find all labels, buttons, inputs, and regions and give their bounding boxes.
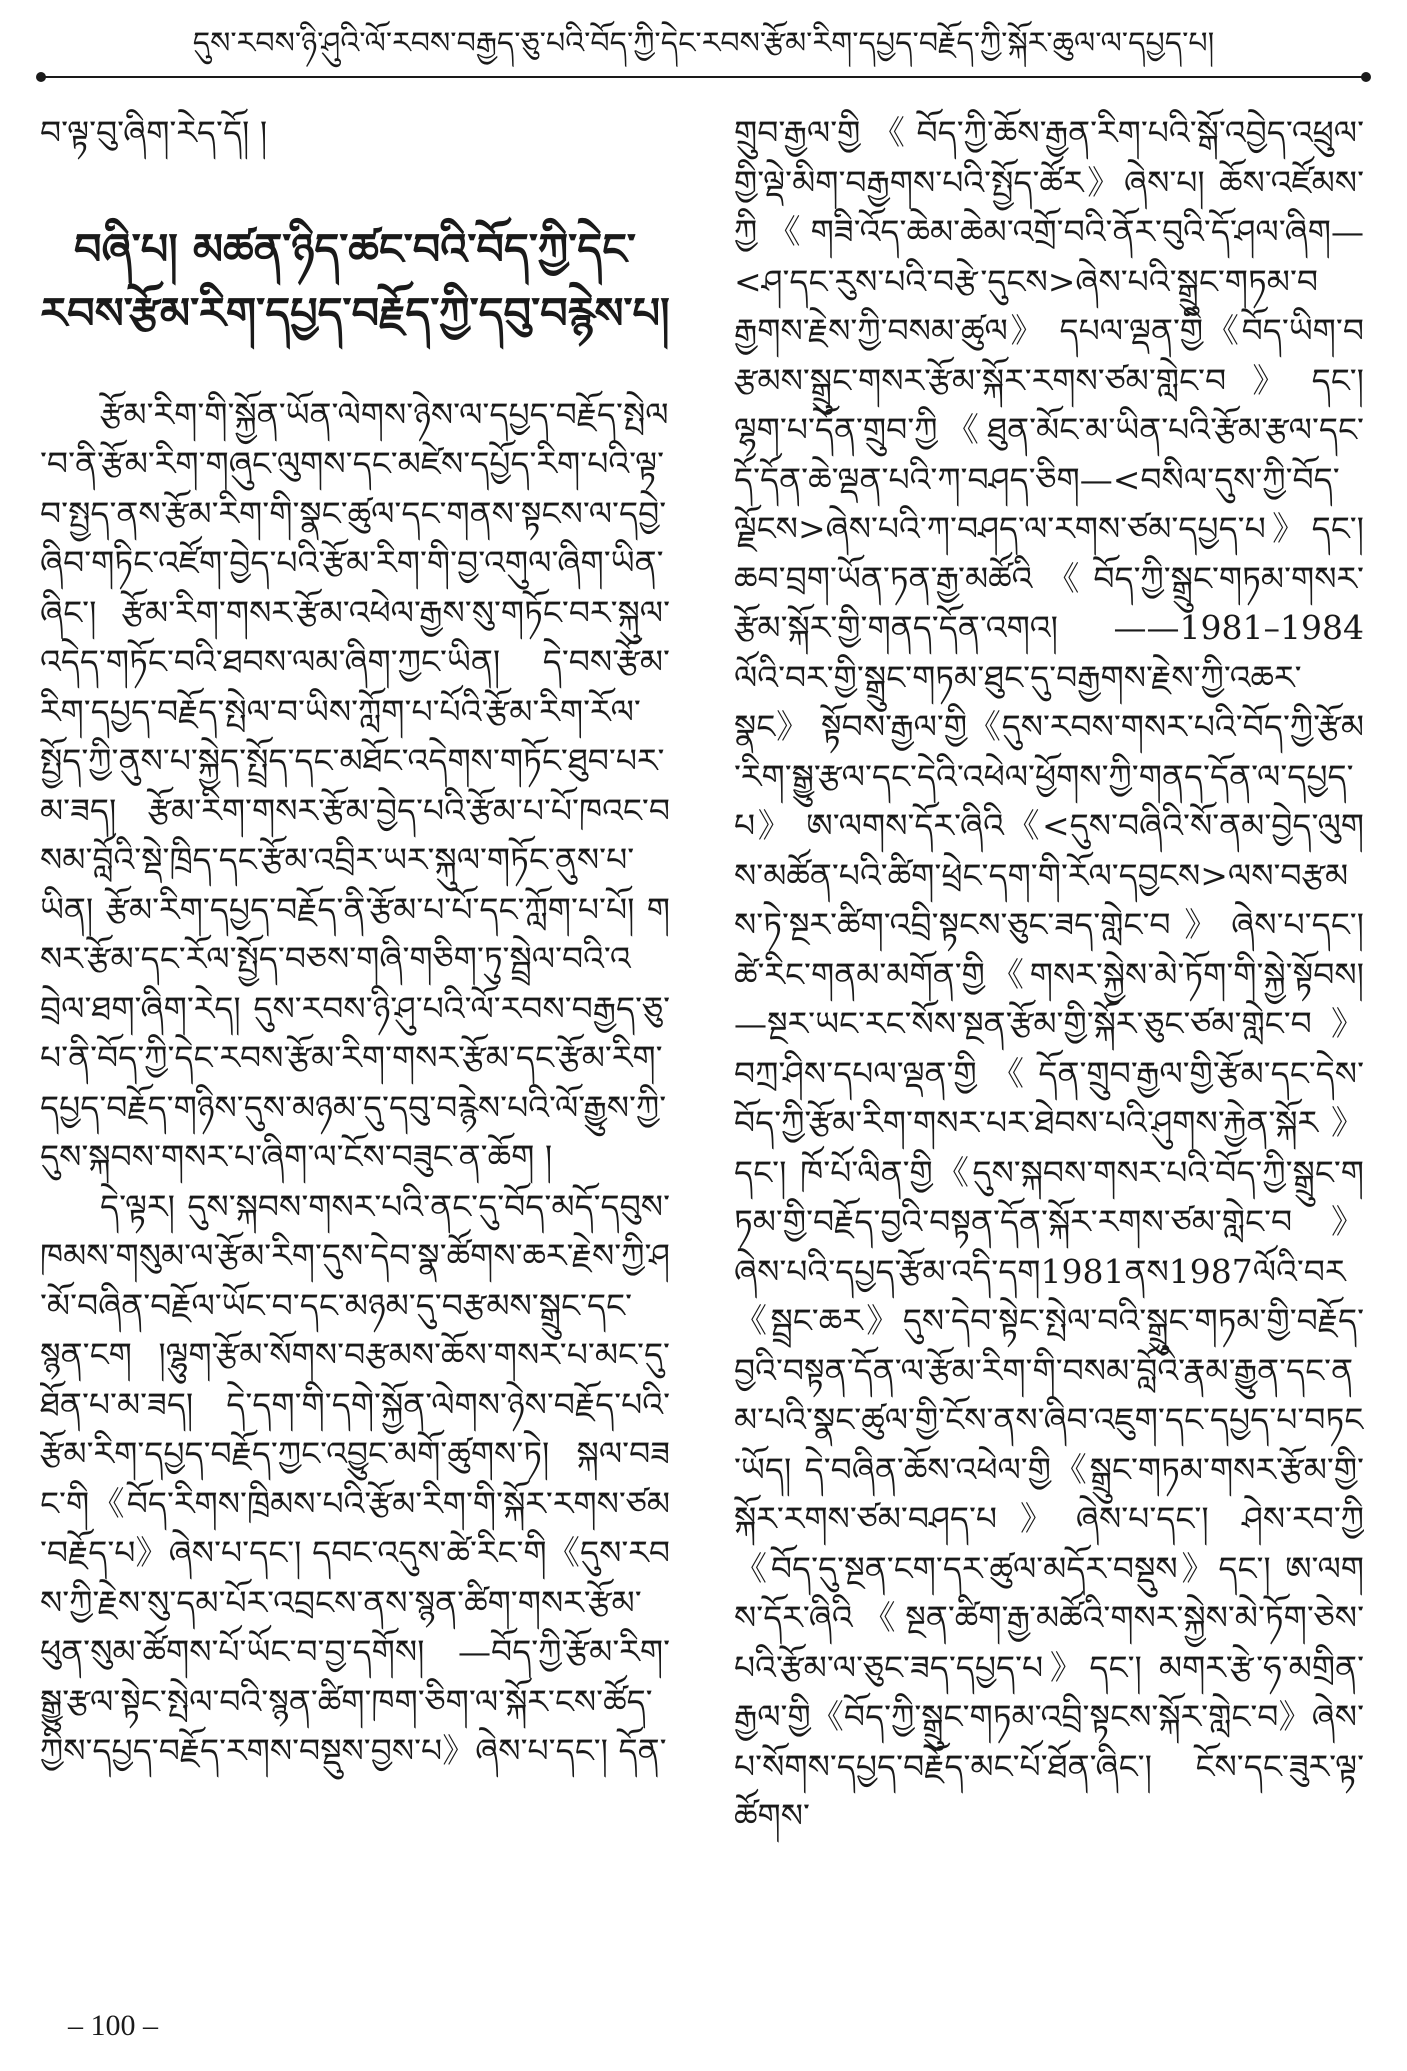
header-rule	[40, 76, 1367, 78]
paragraph-1: རྩོམ་རིག་གི་སྐྱོན་ཡོན་ལེགས་ཉེས་ལ་དཔྱད་བརྗོད་སྤེལ་བ་ནི་རྩོམ་རིག་གཞུང་ལུགས་དང་མཛེས་དཔྱོད་རིག་པའི་ལྟ་བ་སྤྱད་ནས་རྩོམ་རིག་གི་སྣང་ཚུལ་དང་གནས་སྟངས་ལ་དབྱེ་ཞིབ་གཏིང་འཛོག་བྱེད་པའི་རྩོམ་རིག་གི་བྱ་འགུལ་ཞིག་ཡིན་ཞིང་། རྩོམ་རིག་གསར་རྩོམ་འཕེལ་རྒྱས་སུ་གཏོང་བར་སྐུལ་འདེད་གཏོང་བའི་ཐབས་ལམ་ཞིག་ཀྱང་ཡིན། དེ་བས་རྩོམ་རིག་དཔྱད་བརྗོད་སྤེལ་བ་ཡིས་ཀློག་པ་པོའི་རྩོམ་རིག་རོལ་སྤྱོད་ཀྱི་ནུས་པ་སྐྱེད་སྤྲོད་དང་མཐོང་འདེགས་གཏོང་ཐུབ་པར་མ་ཟད། རྩོམ་རིག་གསར་རྩོམ་བྱེད་པའི་རྩོམ་པ་པོ་ཁའང་བསམ་བློའི་སྡེ་ཁྲིད་དང་རྩོམ་འབྲིར་ཡར་སྐུལ་གཏོང་ནུས་པ་ཡིན། རྩོམ་རིག་དཔྱད་བརྗོད་ནི་རྩོམ་པ་པོ་དང་ཀློག་པ་པོ། གསར་རྩོམ་དང་རོལ་སྤྱོད་བཅས་གཞི་གཅིག་ཏུ་སྦྲེལ་བའི་འབྲེལ་ཐག་ཞིག་རེད། དུས་རབས་ཉི་ཤུ་པའི་ལོ་རབས་བརྒྱད་ཅུ་པ་ནི་བོད་ཀྱི་དེང་རབས་རྩོམ་རིག་གསར་རྩོམ་དང་རྩོམ་རིག་དཔྱད་བརྗོད་གཉིས་དུས་མཉམ་དུ་དབུ་བརྙེས་པའི་ལོ་རྒྱུས་ཀྱི་དུས་སྐབས་གསར་པ་ཞིག་ལ་ངོས་བཟུང་ན་ཆོག །	[40, 394, 670, 1176]
rule-end-dot-left	[36, 72, 46, 82]
paragraph-2: དེ་ལྟར། དུས་སྐབས་གསར་པའི་ནང་དུ་བོད་མདོ་དབུས་ཁམས་གསུམ་ལ་རྩོམ་རིག་དུས་དེབ་སྣ་ཚོགས་ཆར་རྗེས་ཀྱི་ཤ་མོ་བཞིན་བརྗོལ་ཡོང་བ་དང་མཉམ་དུ་བརྩམས་སྒྲུང་དང་སྙན་ངག །ལྷུག་རྩོམ་སོགས་བརྩམས་ཆོས་གསར་པ་མང་དུ་ཐོན་པ་མ་ཟད། དེ་དག་གི་དགེ་སྐྱོན་ལེགས་ཉེས་བརྗོད་པའི་རྩོམ་རིག་དཔྱད་བརྗོད་ཀྱང་འབྱུང་མགོ་ཚུགས་ཏེ། སྐལ་བཟང་གི《བོད་རིགས་ཁྲིམས་པའི་རྩོམ་རིག་གི་སྐོར་རགས་ཙམ་བརྗོད་པ》ཞེས་པ་དང་། དབང་འདུས་ཚེ་རིང་གི《དུས་རབས་ཀྱི་རྗེས་སུ་དམ་པོར་འབྲངས་ནས་སྙན་ཚིག་གསར་རྩོམ་ཕུན་སུམ་ཚོགས་པོ་ཡོང་བ་བྱ་དགོས། —བོད་ཀྱི་རྩོམ་རིག་སྒྱུ་རྩལ་སྟེང་སྤེལ་བའི་སྙན་ཚིག་ཁག་ཅིག་ལ་སྐོར་ངས་ཚོད་ཀྱིས་དཔྱད་བརྗོད་རགས་བསྡུས་བྱས་པ》ཞེས་པ་དང་། དོན་	[40, 1186, 670, 1770]
section-heading: བཞི་པ། མཚན་ཉིད་ཚང་བའི་བོད་ཀྱི་དེང་རབས་རྩོམ་རིག་དཔྱད་བརྗོད་ཀྱི་དབུ་བརྙེས་པ།	[40, 224, 670, 339]
rule-end-dot-right	[1361, 72, 1371, 82]
right-column	[734, 108, 1364, 1988]
left-column	[40, 108, 670, 1988]
opening-line: བ་ལྟ་བུ་ཞིག་རེད་དོ། །	[40, 113, 268, 152]
page-number: – 100 –	[68, 2009, 158, 2042]
running-header: དུས་རབས་ཉི་ཤུའི་ལོ་རབས་བརྒྱད་ཅུ་པའི་བོད་ཀྱི་དེང་རབས་རྩོམ་རིག་དཔྱད་བརྗོད་ཀྱི་སྐོར་ཆུལ་ལ་དཔྱད་པ།	[192, 26, 1215, 61]
paragraph-continued: གྲུབ་རྒྱལ་གྱི《བོད་ཀྱི་ཆོས་རྒྱན་རིག་པའི་སྒོ་འབྱེད་འཕྲུལ་གྱི་ལྡེ་མིག་བརྒྱགས་པའི་སྤྱོད་ཚོར》ཞེས་པ། ཆོས་འཛོམས་ཀྱི《གཟི་འོད་ཆེམ་ཆེམ་འགྲོ་བའི་ནོར་བུའི་དོ་ཤལ་ཞིག—<ཤ་དང་རུས་པའི་བརྩེ་དུངས>ཞེས་པའི་སྒྲུང་གཏམ་བརྒྱགས་རྗེས་ཀྱི་བསམ་ཚུལ》 དཔལ་ལྡན་གྱི《བོད་ཡིག་བརྩམས་སྒྲུང་གསར་རྩོམ་སྐོར་རགས་ཙམ་གླེང་བ》དང་། ལྷག་པ་དོན་གྲུབ་ཀྱི《ཐུན་མོང་མ་ཡིན་པའི་རྩོམ་རྩལ་དང་དོ་དོན་ཆེ་ལྡན་པའི་ཀ་བཤད་ཅིག—<བསིལ་དུས་ཀྱི་བོད་ལྗོངས>ཞེས་པའི་ཀ་བཤད་ལ་རགས་ཙམ་དཔྱད་པ》དང་། ཆབ་བྲག་ཡོན་ཏན་རྒྱ་མཚོའི《བོད་ཀྱི་སྒྲུང་གཏམ་གསར་རྩོམ་སྐོར་གྱི་གནད་དོན་འགའ། ——1981–1984ལོའི་བར་གྱི་སྒྲུང་གཏམ་ཐུང་དུ་བརྒྱགས་རྗེས་ཀྱི་འཆར་སྣང》 སྟོབས་རྒྱལ་གྱི《དུས་རབས་གསར་པའི་བོད་ཀྱི་རྩོམ་རིག་སྒྱུ་རྩལ་དང་དེའི་འཕེལ་ཕྱོགས་ཀྱི་གནད་དོན་ལ་དཔྱད་པ》 ཨ་ལགས་དོར་ཞིའི《<དུས་བཞིའི་སོ་ནམ་བྱེད་ལུགས་མཚོན་པའི་ཚིག་ཕྲེང་དག་གི་རོལ་དབྱངས>ལས་བརྩམས་ཏེ་སྔར་ཚིག་འབྲི་སྟངས་ཅུང་ཟད་གླེང་བ》ཞེས་པ་དང་། ཚེ་རིང་གནམ་མགོན་གྱི《གསར་སྐྱེས་མེ་ཏོག་གི་སྐྱེ་སྟོབས། —སྔར་ཡང་རང་སོས་སྔན་རྩོམ་གྱི་སྐོར་ཅུང་ཙམ་གླེང་བ》 བཀྲ་ཤིས་དཔལ་ལྡན་གྱི《དོན་གྲུབ་རྒྱལ་གྱི་རྩོམ་དང་དེས་བོད་ཀྱི་རྩོམ་རིག་གསར་པར་ཐེབས་པའི་ཤུགས་རྐྱེན་སྐོར》དང་། ཁོ་པོ་ལིན་གྱི《དུས་སྐབས་གསར་པའི་བོད་ཀྱི་སྒྲུང་གཏམ་གྱི་བརྗོད་བྱའི་བསྟན་དོན་སྐོར་རགས་ཙམ་གླེང་བ》ཞེས་པའི་དཔྱད་རྩོམ་འདི་དག1981ནས1987ལོའི་བར《སྦྲང་ཆར》དུས་དེབ་སྟེང་སྤེལ་བའི་སྒྲུང་གཏམ་གྱི་བརྗོད་བྱའི་བསྟན་དོན་ལ་རྩོམ་རིག་གི་བསམ་བློའི་རྣམ་རྒྱུན་དང་ནམ་པའི་སྣང་ཚུལ་གྱི་ངོས་ནས་ཞིབ་འཇུག་དང་དཔྱད་པ་བཏང་ཡོད། དེ་བཞིན་ཆོས་འཕེལ་གྱི《སྒྲུང་གཏམ་གསར་རྩོམ་གྱི་སྐོར་རགས་ཙམ་བཤད་པ》ཞེས་པ་དང་། ཤེས་རབ་ཀྱི《བོད་དུ་སྔན་ངག་དར་ཚུལ་མདོར་བསྡུས》དང་། ཨ་ལགས་དོར་ཞིའི《སྔན་ཚིག་རྒྱ་མཚོའི་གསར་སྐྱེས་མེ་ཏོག་ཅེས་པའི་རྩོམ་ལ་ཅུང་ཟད་དཔྱད་པ》དང་། མགར་རྩེ་ཧ་མགྲིན་རྒྱལ་གྱི《བོད་ཀྱི་སྒྲུང་གཏམ་འབྲི་སྟངས་སྐོར་གླེང་བ》ཞེས་པ་སོགས་དཔྱད་བརྗོད་མང་པོ་ཐོན་ཞིང་། ངོས་དང་ཟུར་ལྟ་ཚོགས་	[734, 113, 1364, 1835]
